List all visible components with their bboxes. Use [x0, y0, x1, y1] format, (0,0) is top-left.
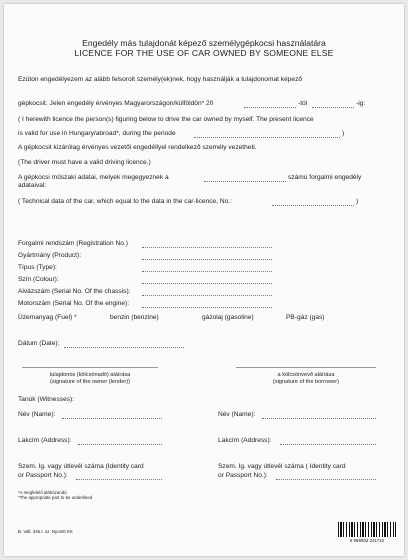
witness2-name-field[interactable] — [262, 418, 376, 419]
intro-line-9: ( Technical data of the car, which equal to the data in the car-licence, No.: — [18, 198, 232, 205]
witness2-address-label: Lakcím (Address): — [218, 437, 272, 444]
intro-line-1: Ezúton engedélyezem az alább felsorolt személy(ek)nek, hogy használják a tulajdonomat képező — [18, 76, 303, 83]
intro-line-9-close: ) — [356, 198, 359, 205]
fuel-option-lpg[interactable]: PB-gáz (gas) — [286, 314, 325, 321]
registration-field[interactable] — [142, 247, 272, 248]
intro-line-6: (The driver must have a valid driving licence.) — [18, 159, 151, 166]
date-field[interactable] — [64, 347, 184, 348]
owner-signature-label: tulajdonos (kölcsönadó) aláírása — [49, 372, 131, 378]
validity-to-field[interactable] — [312, 107, 354, 108]
barcode — [338, 522, 396, 537]
witness1-id-label-2: or Passport No.): — [18, 472, 68, 479]
fuel-option-petrol[interactable]: benzin (benzine) — [110, 314, 159, 321]
chassis-label: Alvázszám (Serial No. Of the chassis): — [18, 288, 131, 295]
witness1-id-label: Szem. Ig. vagy útlevél száma (Identity card — [18, 463, 144, 470]
borrower-signature-line[interactable] — [236, 367, 376, 368]
period-field[interactable] — [194, 137, 340, 138]
form-title-english: LICENCE FOR THE USE OF CAR OWNED BY SOMEONE ELSE — [74, 48, 334, 58]
footnote-hungarian: *A megfelelő aláhúzandó — [18, 490, 67, 495]
intro-line-7: A gépkocsi műszaki adatai, melyek megegyeznek a — [18, 174, 169, 181]
owner-signature-line[interactable] — [22, 367, 158, 368]
witness1-address-label: Lakcím (Address): — [18, 437, 72, 444]
intro-line-2: gépkocsit. Jelen engedély érvényes Magyarországon/külföldön* 20 — [18, 100, 214, 107]
licence-form-page — [4, 4, 404, 556]
period-close: ) — [342, 130, 345, 137]
from-suffix: -tól — [298, 100, 308, 107]
barcode-number: 5 999053 241742 — [349, 538, 385, 543]
engine-label: Motorszám (Serial No. Of the engine): — [18, 300, 130, 307]
fuel-label: Üzemanyag (Fuel) * — [18, 314, 77, 321]
to-suffix: -ig: — [356, 100, 366, 107]
car-licence-number-en-field[interactable] — [272, 205, 354, 206]
colour-field[interactable] — [142, 283, 272, 284]
intro-line-5: A gépkocsit kizárólag érvényes vezetői engedéllyel rendelkező személy vezetheti. — [18, 144, 257, 151]
intro-line-7-end: számú forgalmi engedély — [288, 174, 362, 181]
make-label: Gyártmány (Product): — [18, 252, 82, 259]
witness1-id-field[interactable] — [76, 479, 162, 480]
footnote-english: *The appropriate part to be underlined — [18, 495, 93, 500]
fuel-option-diesel[interactable]: gázolaj (gasoline) — [202, 314, 254, 321]
date-label: Dátum (Date): — [18, 340, 60, 347]
print-code: B. Vall. 345.r. sz. Nyomtt KK — [18, 529, 73, 534]
intro-line-3: ( I herewith licence the person(s) figuring below to drive the car owned by myself. The present licence — [18, 116, 314, 123]
type-field[interactable] — [142, 271, 272, 272]
intro-line-8: adataival: — [18, 182, 47, 189]
registration-label: Forgalmi rendszám (Registration No.) — [18, 240, 128, 247]
owner-signature-label-en: (signature of the owner (lender)) — [50, 379, 130, 385]
make-field[interactable] — [142, 259, 272, 260]
car-licence-number-field[interactable] — [204, 181, 286, 182]
witnesses-heading: Tanúk (Witnesses): — [18, 396, 75, 403]
colour-label: Szín (Colour): — [18, 276, 59, 283]
borrower-signature-label-en: (signature of the borrower) — [273, 379, 339, 385]
form-title-hungarian: Engedély más tulajdonát képező személygépkocsi használatára — [82, 38, 326, 48]
witness1-name-label: Név (Name): — [18, 411, 56, 418]
witness2-address-field[interactable] — [280, 444, 376, 445]
validity-from-field[interactable] — [244, 107, 296, 108]
borrower-signature-label: a kölcsönvevő aláírása — [277, 372, 335, 378]
intro-line-4: is valid for use in Hungary/abroad*, during the periode — [18, 130, 176, 137]
engine-field[interactable] — [142, 307, 272, 308]
witness2-name-label: Név (Name): — [218, 411, 256, 418]
type-label: Típus (Type): — [18, 264, 57, 271]
witness1-address-field[interactable] — [78, 444, 162, 445]
witness1-name-field[interactable] — [62, 418, 162, 419]
witness2-id-field[interactable] — [276, 479, 376, 480]
witness2-id-label-2: or Passport No.): — [218, 472, 268, 479]
witness2-id-label: Szem. Ig. vagy útlevél száma ( Identity card — [218, 463, 346, 470]
chassis-field[interactable] — [142, 295, 272, 296]
